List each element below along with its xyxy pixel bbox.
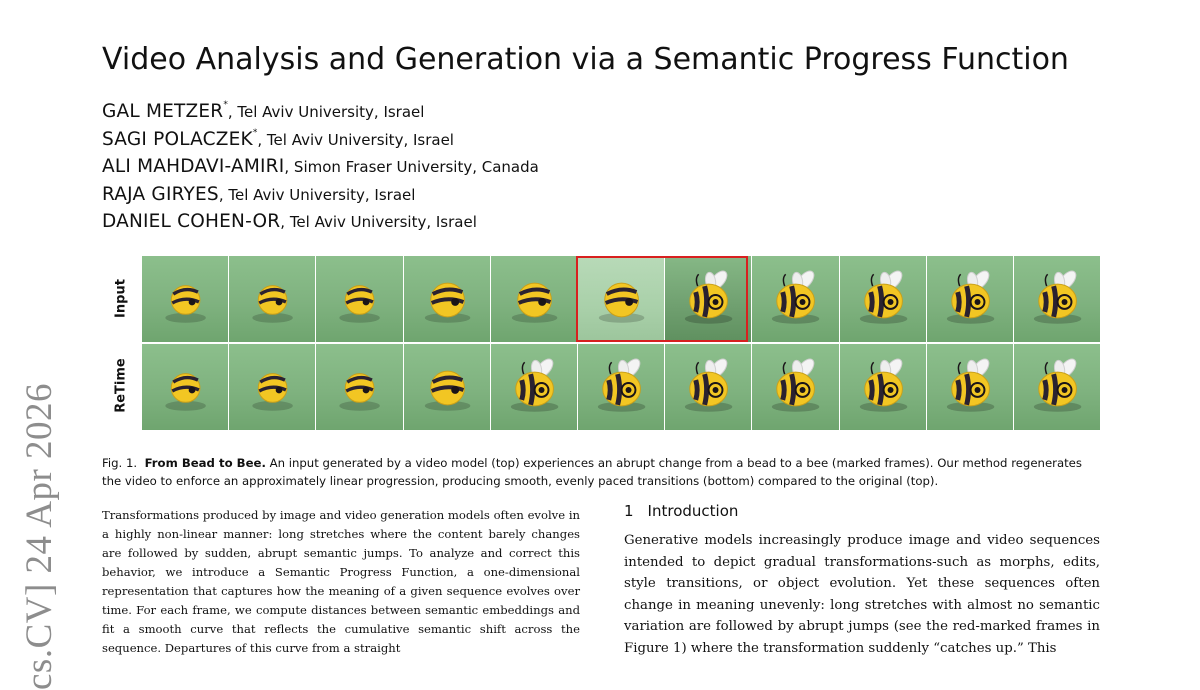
- bead-illustration: [316, 344, 402, 430]
- figure-1: [104, 256, 1100, 432]
- video-frame: [927, 344, 1013, 430]
- video-frame: [404, 344, 490, 430]
- author-name: ALI MAHDAVI-AMIRI: [102, 156, 285, 177]
- section-title: Introduction: [647, 502, 739, 520]
- author-line: [102, 101, 1002, 129]
- video-frame: [229, 256, 315, 342]
- bee-illustration: [665, 344, 751, 430]
- author-affiliation: , Tel Aviv University, Israel: [257, 130, 454, 149]
- bee-illustration: [752, 256, 838, 342]
- video-frame: [927, 256, 1013, 342]
- bee-illustration: [491, 344, 577, 430]
- video-frame: [752, 344, 838, 430]
- bee-illustration: [840, 344, 926, 430]
- author-line: [102, 184, 1002, 212]
- author-line: [102, 129, 1002, 157]
- author-name: RAJA GIRYES: [102, 183, 219, 205]
- video-frame: [665, 344, 751, 430]
- video-frame: [229, 344, 315, 430]
- bee-illustration: [927, 256, 1013, 342]
- bead-illustration: [142, 344, 228, 430]
- video-frame: [578, 344, 664, 430]
- author-affiliation: , Tel Aviv University, Israel: [280, 213, 477, 231]
- video-frame: [491, 256, 577, 342]
- bead-illustration: [491, 256, 577, 342]
- bee-illustration: [927, 344, 1013, 430]
- row-label-input: Input: [113, 279, 129, 318]
- bee-illustration: [665, 256, 751, 342]
- author-affiliation: , Tel Aviv University, Israel: [218, 185, 416, 204]
- paper-title: Video Analysis and Generation via a Semantic Progress Function: [102, 42, 1069, 77]
- figure-caption: [102, 454, 1102, 490]
- section-number: 1: [624, 502, 634, 520]
- bee-illustration: [840, 256, 926, 342]
- caption-prefix: Fig. 1.: [102, 456, 138, 470]
- bee-illustration: [578, 344, 664, 430]
- bead-illustration: [316, 256, 402, 342]
- equal-contribution-mark: *: [252, 127, 258, 138]
- row-label-retime: ReTime: [113, 358, 129, 413]
- introduction-text: Generative models increasingly produce image and video sequences intended to depict gradual transformations-such as morphs, edits, style transitions, or object evolution. Yet these sequences often change in meaning unevenly: long stretches with almost no semantic variation are followed by abrupt jumps (see the red-marked frames in Figure 1) where the transformation suddenly “catches up.” This: [624, 533, 1100, 656]
- author-name: SAGI POLACZEK: [102, 128, 253, 150]
- video-frame: [316, 256, 402, 342]
- bead-illustration: [142, 256, 228, 342]
- video-frame: [578, 256, 664, 342]
- bead-illustration: [229, 344, 315, 430]
- author-affiliation: , Tel Aviv University, Israel: [227, 103, 425, 121]
- bead-illustration: [229, 256, 315, 342]
- bee-illustration: [1014, 256, 1100, 342]
- bead-illustration: [404, 256, 490, 342]
- video-frame: [142, 344, 228, 430]
- abstract: Transformations produced by image and video generation models often evolve in a highly non-linear manner: long stretches where the content barely changes are followed by sudden, abrupt semantic jumps. To analyze and correct this behavior, we introduce a Semantic Progress Function, a one-dimensional representation that captures how the meaning of a given sequence evolves over time. For each frame, we compute distances between semantic embeddings and fit a smooth curve that reflects the cumulative semantic shift across the sequence. Departures of this curve from a straight: [102, 508, 580, 655]
- equal-contribution-mark: *: [223, 100, 228, 110]
- caption-bold: From Bead to Bee.: [144, 456, 266, 470]
- bead-illustration: [404, 344, 490, 430]
- arxiv-side-label: cs.CV] 24 Apr 2026: [19, 382, 60, 690]
- video-frame: [1014, 256, 1100, 342]
- video-frame: [404, 256, 490, 342]
- author-name: DANIEL COHEN-OR: [102, 211, 281, 232]
- input-frame-row: [142, 256, 1100, 342]
- bee-illustration: [752, 344, 838, 430]
- video-frame: [142, 256, 228, 342]
- caption-text: An input generated by a video model (top) experiences an abrupt change from a bead to a bee (marked frames). Our method regenerates the video to enforce an approximately linear progression, producing smooth, evenly paced transitions (bottom) compared to the original (top).: [102, 456, 1082, 488]
- author-name: GAL METZER: [102, 101, 224, 122]
- video-frame: [316, 344, 402, 430]
- video-frame: [491, 344, 577, 430]
- video-frame: [840, 256, 926, 342]
- bead-illustration: [578, 256, 664, 342]
- retime-frame-row: [142, 344, 1100, 430]
- author-affiliation: , Simon Fraser University, Canada: [284, 158, 539, 176]
- video-frame: [840, 344, 926, 430]
- section-heading: [624, 502, 1100, 520]
- author-line: [102, 156, 1002, 184]
- bee-illustration: [1014, 344, 1100, 430]
- video-frame: [665, 256, 751, 342]
- author-list: [102, 101, 1002, 239]
- video-frame: [1014, 344, 1100, 430]
- video-frame: [752, 256, 838, 342]
- author-line: [102, 211, 1002, 239]
